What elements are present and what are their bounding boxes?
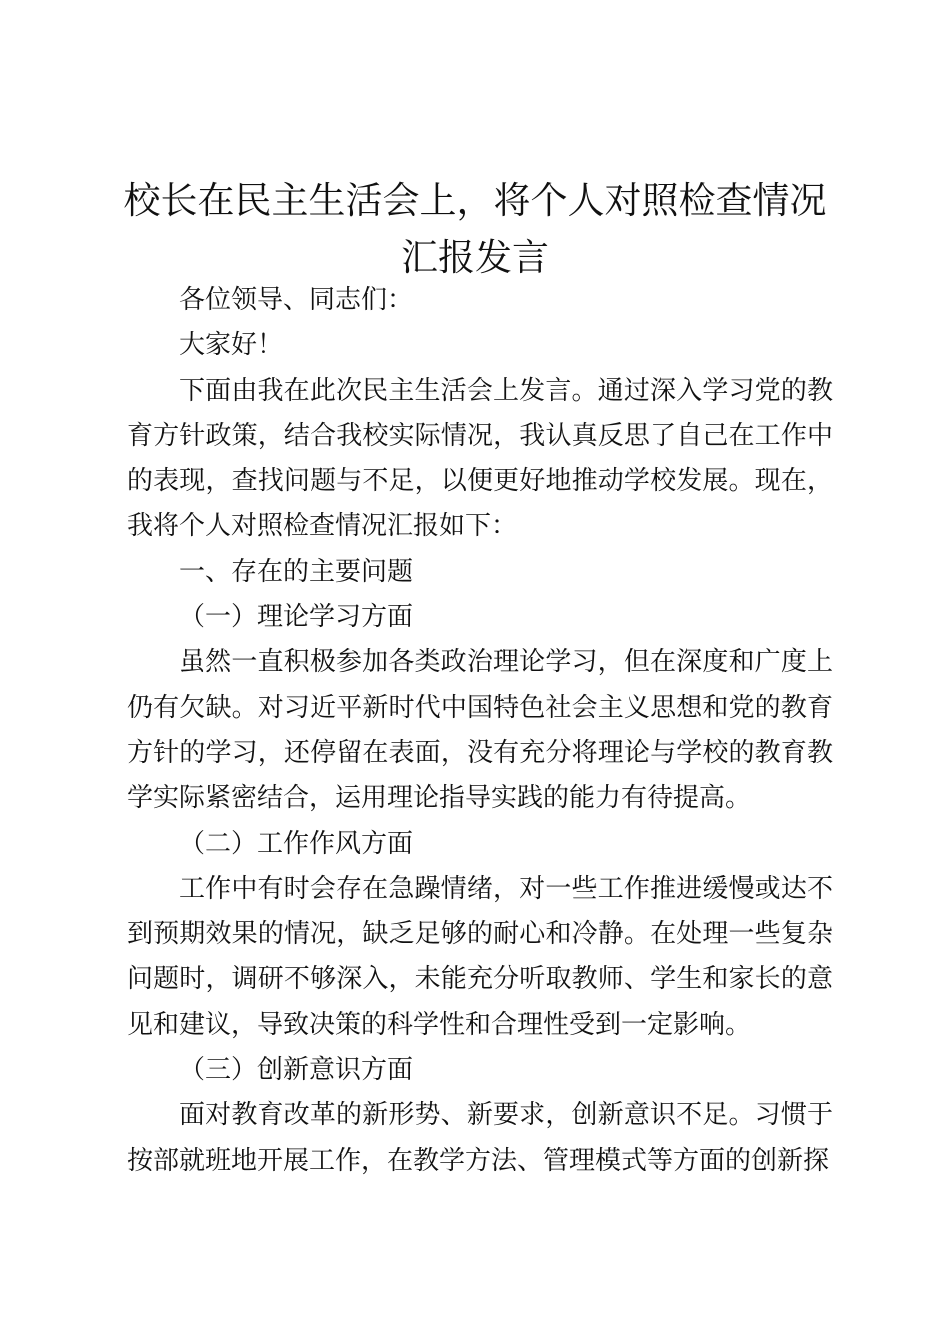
section-heading-main-problems: 一、存在的主要问题 (179, 556, 414, 587)
document-body (127, 278, 833, 1184)
subsection-heading-innovation: （三）创新意识方面 (179, 1055, 414, 1086)
document-title: 校长在民主生活会上，将个人对照检查情况汇报发言 (123, 179, 827, 279)
subsection-heading-work-style: （二）工作作风方面 (179, 828, 414, 859)
intro-paragraph: 下面由我在此次民主生活会上发言。通过深入学习党的教育方针政策，结合我校实际情况，我认真反思了自己在工作中的表现，查找问题与不足，以便更好地推动学校发展。现在，我将个人对照检查情况汇报如下： (127, 375, 833, 542)
salutation: 各位领导、同志们： (179, 285, 414, 315)
theory-study-paragraph: 虽然一直积极参加各类政治理论学习，但在深度和广度上仍有欠缺。对习近平新时代中国特色社会主义思想和党的教育方针的学习，还停留在表面，没有充分将理论与学校的教育教学实际紧密结合，运用理论指导实践的能力有待提高。 (127, 647, 833, 814)
innovation-paragraph: 面对教育改革的新形势、新要求，创新意识不足。习惯于按部就班地开展工作，在教学方法、管理模式等方面的创新探 (127, 1100, 833, 1176)
greeting: 大家好！ (179, 330, 284, 361)
subsection-heading-theory-study: （一）理论学习方面 (179, 602, 414, 633)
work-style-paragraph: 工作中有时会存在急躁情绪，对一些工作推进缓慢或达不到预期效果的情况，缺乏足够的耐心和冷静。在处理一些复杂问题时，调研不够深入，未能充分听取教师、学生和家长的意见和建议，导致决策的科学性和合理性受到一定影响。 (127, 873, 833, 1040)
